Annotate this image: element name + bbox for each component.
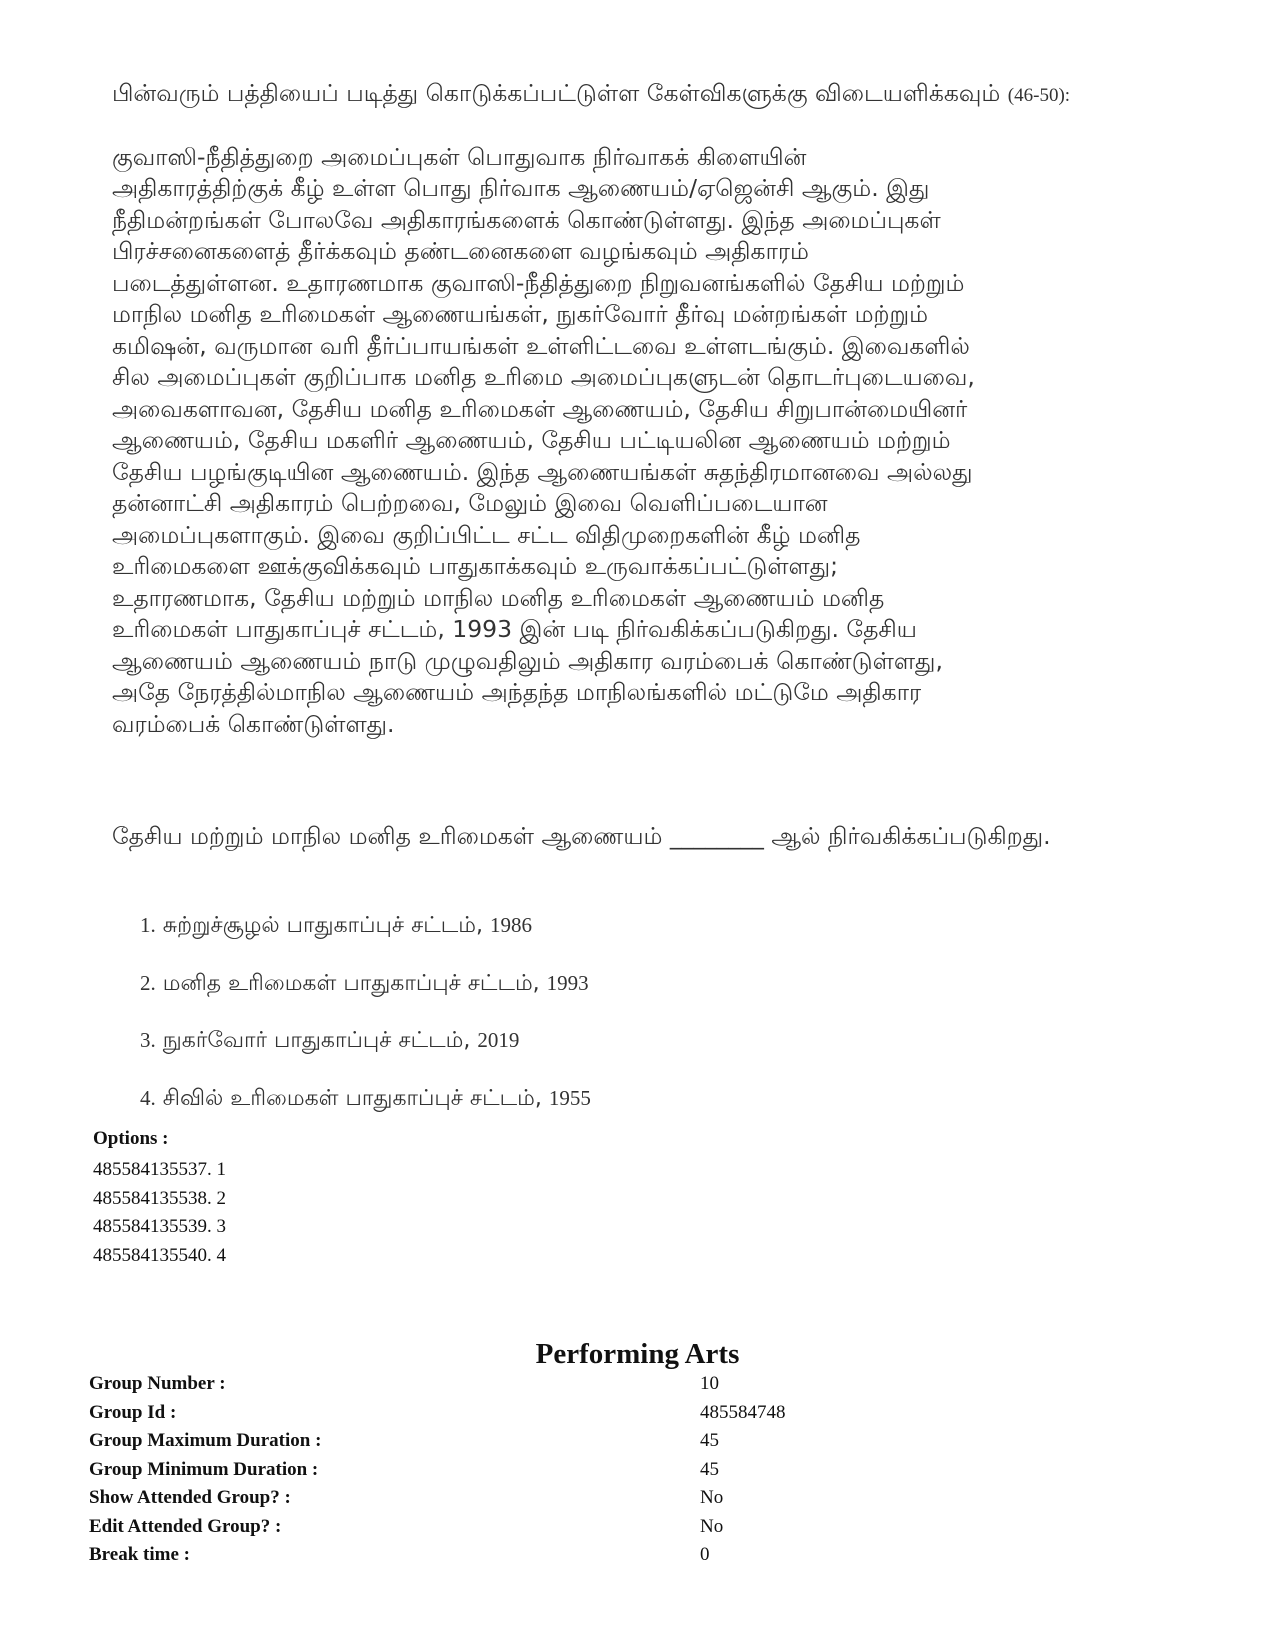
info-row [89,1513,786,1542]
section-title: Performing Arts [535,1338,740,1370]
passage-line: உதாரணமாக, தேசிய மற்றும் மாநில மனித உரிமைகள் ஆணையம் மனித [112,583,885,612]
passage-line: தேசிய பழங்குடியின ஆணையம். இந்த ஆணையங்கள் சுதந்திரமானவை அல்லது [112,457,973,486]
info-row [89,1456,786,1485]
choice-text: சிவில் உரிமைகள் பாதுகாப்புச் சட்டம், [162,1085,542,1111]
passage-block [112,78,1172,740]
group-info-table [89,1370,786,1570]
passage-line: நீதிமன்றங்கள் போலவே அதிகாரங்களைக் கொண்டுள்ளது. இந்த அமைப்புகள் [112,205,941,234]
passage-line: அதே நேரத்தில்மாநில ஆணையம் அந்தந்த மாநிலங்களில் மட்டுமே அதிகார [112,678,922,706]
option-item: 485584135540. 4 [93,1244,226,1266]
choice-number: 2. [140,970,156,995]
info-row [89,1484,786,1513]
choice-year: 1955 [548,1085,591,1110]
passage-line: ஆணையம், தேசிய மகளிர் ஆணையம், தேசிய பட்டியலின ஆணையம் மற்றும் [112,426,951,454]
choice-number: 1. [140,913,156,937]
choice-year: 1986 [490,913,532,937]
passage-line: தன்னாட்சி அதிகாரம் பெற்றவை, மேலும் இவை வெளிப்படையான [112,489,828,517]
options-heading: Options : [93,1128,169,1149]
question-text: தேசிய மற்றும் மாநில மனித உரிமைகள் ஆணையம் ________ ஆல் நிர்வகிக்கப்படுகிறது. [112,822,1051,850]
info-row [89,1427,786,1456]
info-row [89,1399,786,1428]
choice-year: 1993 [546,970,589,995]
passage-line: வரம்பைக் கொண்டுள்ளது. [112,709,395,738]
passage-instruction [112,78,1172,112]
choice-number: 3. [140,1028,156,1052]
info-label: Group Id : [89,1401,177,1423]
answer-choice [140,910,591,968]
passage-line: மாநில மனித உரிமைகள் ஆணையங்கள், நுகர்வோர் தீர்வு மன்றங்கள் மற்றும் [112,300,929,328]
passage-line: உரிமைகள் பாதுகாப்புச் சட்டம், 1993 இன் படி நிர்வகிக்கப்படுகிறது. தேசிய [112,615,917,643]
passage-line: அவைகளாவன, தேசிய மனித உரிமைகள் ஆணையம், தேசிய சிறுபான்மையினர் [112,394,968,423]
option-item: 485584135539. 3 [93,1216,226,1237]
choice-text: மனித உரிமைகள் பாதுகாப்புச் சட்டம், [162,970,540,996]
info-row [89,1541,786,1570]
options-list [93,1156,226,1270]
instruction-text: பின்வரும் பத்தியைப் படித்து கொடுக்கப்பட்டுள்ள கேள்விகளுக்கு விடையளிக்கவும் [112,79,1001,107]
info-value: 10 [700,1373,719,1394]
passage-line: சில அமைப்புகள் குறிப்பாக மனித உரிமை அமைப்புகளுடன் தொடர்புடையவை, [112,363,975,391]
choice-text: நுகர்வோர் பாதுகாப்புச் சட்டம், [162,1028,471,1053]
info-value: 485584748 [700,1401,786,1423]
info-row [89,1370,786,1399]
option-item: 485584135537. 1 [93,1159,226,1180]
info-value: No [700,1487,724,1508]
choice-year: 2019 [477,1028,520,1052]
choice-number: 4. [140,1085,156,1110]
passage-line: படைத்துள்ளன. உதாரணமாக குவாஸி-நீதித்துறை நிறுவனங்களில் தேசிய மற்றும் [112,268,965,297]
info-value: 45 [700,1430,719,1451]
info-value: 45 [700,1458,719,1480]
instruction-range: (46-50): [1007,85,1071,106]
passage-line: குவாஸி-நீதித்துறை அமைப்புகள் பொதுவாக நிர்வாகக் கிளையின் [112,142,807,171]
answer-choice [140,968,591,1026]
info-label: Break time : [89,1544,190,1565]
info-value: No [700,1515,724,1537]
answer-choice [140,1025,591,1083]
option-item: 485584135538. 2 [93,1187,226,1209]
info-label: Show Attended Group? : [89,1487,291,1508]
info-label: Edit Attended Group? : [89,1515,282,1537]
passage-line: அதிகாரத்திற்குக் கீழ் உள்ள பொது நிர்வாக ஆணையம்/ஏஜென்சி ஆகும். இது [112,174,930,202]
info-value: 0 [700,1544,710,1565]
answer-choices [140,910,591,1140]
info-label: Group Maximum Duration : [89,1430,322,1451]
info-label: Group Number : [89,1373,226,1394]
passage-line: அமைப்புகளாகும். இவை குறிப்பிட்ட சட்ட விதிமுறைகளின் கீழ் மனித [112,520,861,549]
passage-line: பிரச்சனைகளைத் தீர்க்கவும் தண்டனைகளை வழங்கவும் அதிகாரம் [112,237,809,265]
passage-line: உரிமைகளை ஊக்குவிக்கவும் பாதுகாக்கவும் உருவாக்கப்பட்டுள்ளது; [112,552,839,580]
passage-line: கமிஷன், வருமான வரி தீர்ப்பாயங்கள் உள்ளிட்டவை உள்ளடங்கும். இவைகளில் [112,331,970,360]
passage-line: ஆணையம் ஆணையம் நாடு முழுவதிலும் அதிகார வரம்பைக் கொண்டுள்ளது, [112,646,943,675]
choice-text: சுற்றுச்சூழல் பாதுகாப்புச் சட்டம், [162,913,483,938]
info-label: Group Minimum Duration : [89,1458,319,1480]
answer-choice [140,1083,591,1141]
